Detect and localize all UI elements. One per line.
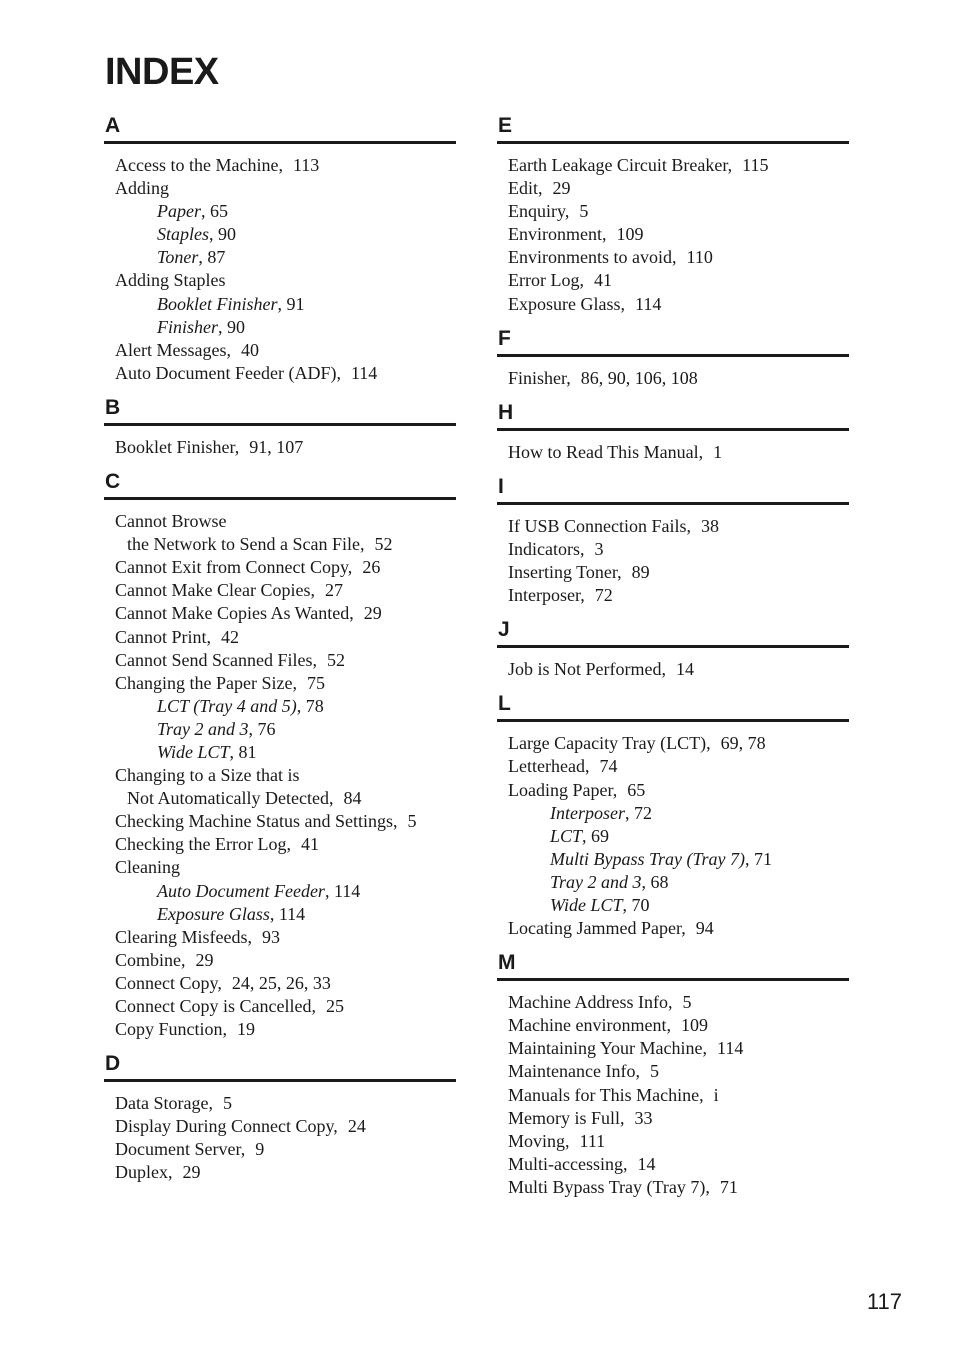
index-entry xyxy=(104,1018,456,1041)
index-entry xyxy=(104,154,456,177)
section-rule xyxy=(104,497,456,500)
entry-pages: , 91 xyxy=(277,293,305,314)
index-section-m xyxy=(497,949,849,1199)
entry-term: Finisher, xyxy=(508,367,571,388)
index-entry xyxy=(104,787,456,810)
entry-pages: , 68 xyxy=(641,871,669,892)
index-entry xyxy=(497,269,849,292)
entry-term: Cannot Print, xyxy=(115,626,212,647)
entry-term: Locating Jammed Paper, xyxy=(508,918,686,939)
index-entry xyxy=(497,441,849,464)
index-entry xyxy=(104,177,456,200)
entry-term: Memory is Full, xyxy=(508,1107,625,1128)
index-entry xyxy=(497,561,849,584)
index-column-left xyxy=(104,112,456,1194)
entry-pages: , 72 xyxy=(625,802,652,823)
index-entry xyxy=(104,1138,456,1161)
entry-pages: 5 xyxy=(222,1093,232,1114)
entry-pages: 52 xyxy=(326,649,345,670)
index-entry xyxy=(497,779,849,802)
entry-term: Changing the Paper Size, xyxy=(115,672,297,693)
index-entry xyxy=(497,755,849,778)
entry-pages: , 76 xyxy=(248,718,276,739)
entry-pages: 38 xyxy=(701,515,719,536)
index-entry xyxy=(497,1014,849,1037)
entry-term: Access to the Machine, xyxy=(115,155,283,175)
entry-pages: 29 xyxy=(195,949,214,970)
entry-term: Cannot Make Clear Copies, xyxy=(115,580,315,601)
entry-pages: 91, 107 xyxy=(249,436,304,457)
entry-term: Interposer, xyxy=(508,585,585,606)
index-entry xyxy=(497,177,849,200)
entry-pages: 29 xyxy=(363,603,382,624)
index-subentry xyxy=(104,200,456,223)
index-entry xyxy=(497,515,849,538)
entry-term: Combine, xyxy=(115,949,186,970)
section-rule xyxy=(104,141,456,144)
entry-term: Auto Document Feeder (ADF), xyxy=(115,362,341,383)
entry-term: Data Storage, xyxy=(115,1093,213,1114)
section-rule xyxy=(497,428,849,431)
entry-pages: 109 xyxy=(680,1015,708,1036)
entry-term: Display During Connect Copy, xyxy=(115,1116,338,1137)
entry-pages: 114 xyxy=(716,1038,744,1059)
index-entry xyxy=(104,672,456,695)
entry-term: Staples xyxy=(157,224,209,245)
entry-term: Maintaining Your Machine, xyxy=(508,1038,707,1059)
index-entry xyxy=(497,367,849,390)
entry-term: LCT (Tray 4 and 5) xyxy=(157,695,297,716)
entry-term: Cannot Exit from Connect Copy, xyxy=(115,557,353,578)
index-subentry xyxy=(104,880,456,903)
entry-pages: 52 xyxy=(374,534,393,555)
section-rule xyxy=(104,423,456,426)
entry-pages: , 87 xyxy=(198,247,226,268)
index-entry xyxy=(104,626,456,649)
entry-pages: 25 xyxy=(325,996,344,1016)
index-entry xyxy=(497,200,849,223)
index-section-c xyxy=(104,468,456,1041)
entry-term: Toner xyxy=(157,247,199,268)
entry-term: Duplex, xyxy=(115,1162,173,1183)
section-letter: L xyxy=(498,692,511,716)
entry-term: Copy Function, xyxy=(115,1019,228,1040)
entry-pages: 115 xyxy=(742,155,769,175)
entry-term: LCT xyxy=(550,825,583,846)
entry-pages: 5 xyxy=(579,201,589,222)
entry-term: Multi-accessing, xyxy=(508,1153,628,1174)
entry-pages: 3 xyxy=(594,538,604,559)
index-entry xyxy=(104,1115,456,1138)
entry-term: Changing to a Size that is xyxy=(115,765,300,786)
index-section-d xyxy=(104,1050,456,1184)
entry-pages: 109 xyxy=(616,224,644,245)
index-subentry xyxy=(104,903,456,926)
entry-term: Cannot Browse xyxy=(115,511,227,532)
section-letter: E xyxy=(498,114,513,137)
entry-term: Connect Copy is Cancelled, xyxy=(115,996,316,1016)
index-column-right xyxy=(497,112,849,1208)
entry-pages: 110 xyxy=(686,247,713,268)
index-entry xyxy=(104,926,456,949)
entry-pages: i xyxy=(713,1084,719,1105)
index-subentry xyxy=(104,293,456,316)
section-rule xyxy=(497,354,849,357)
entry-term: Wide LCT xyxy=(550,894,623,915)
entry-pages: 14 xyxy=(675,659,694,680)
section-letter: B xyxy=(105,395,121,419)
index-entry xyxy=(104,556,456,579)
section-letter: C xyxy=(105,470,121,494)
section-rule xyxy=(104,1079,456,1082)
index-entry xyxy=(497,584,849,607)
index-subentry xyxy=(104,718,456,741)
index-entry xyxy=(104,579,456,602)
entry-term: Environment, xyxy=(508,224,607,245)
entry-term: Finisher xyxy=(157,316,218,337)
index-entry xyxy=(497,1107,849,1130)
entry-pages: , 71 xyxy=(745,848,773,869)
index-entry xyxy=(104,649,456,672)
index-entry xyxy=(497,1176,849,1199)
entry-pages: 93 xyxy=(261,926,280,947)
index-subentry xyxy=(104,316,456,339)
entry-term: Checking Machine Status and Settings, xyxy=(115,811,398,832)
section-letter: D xyxy=(105,1052,121,1076)
index-section-b xyxy=(104,394,456,459)
entry-term: Clearing Misfeeds, xyxy=(115,926,252,947)
entry-term: Auto Document Feeder xyxy=(157,880,325,901)
entry-term: Exposure Glass xyxy=(157,903,270,924)
index-entry xyxy=(497,658,849,681)
entry-term: Cannot Send Scanned Files, xyxy=(115,649,317,670)
index-entry xyxy=(104,362,456,385)
index-entry xyxy=(104,995,456,1018)
index-entry xyxy=(497,732,849,755)
entry-term: Interposer xyxy=(550,802,625,823)
entry-pages: , 114 xyxy=(269,903,306,924)
entry-term: Paper xyxy=(157,201,201,222)
index-subentry xyxy=(497,894,849,917)
index-subentry xyxy=(497,825,849,848)
entry-pages: 72 xyxy=(594,585,613,606)
entry-pages: 94 xyxy=(695,918,714,939)
index-entry xyxy=(497,1060,849,1083)
entry-term: Enquiry, xyxy=(508,201,570,222)
entry-term: Booklet Finisher xyxy=(157,293,278,314)
entry-pages: 41 xyxy=(300,834,319,855)
entry-pages: 74 xyxy=(599,756,618,777)
entry-term: Multi Bypass Tray (Tray 7), xyxy=(508,1176,710,1197)
entry-term: Indicators, xyxy=(508,538,585,559)
entry-pages: 114 xyxy=(634,293,662,314)
entry-term: Not Automatically Detected, xyxy=(127,788,334,809)
index-entry xyxy=(104,533,456,556)
index-entry xyxy=(104,339,456,362)
entry-term: Large Capacity Tray (LCT), xyxy=(508,733,711,754)
entry-pages: 5 xyxy=(407,811,417,832)
entry-pages: 33 xyxy=(634,1107,653,1128)
entry-pages: 5 xyxy=(682,992,692,1013)
index-entry xyxy=(497,293,849,316)
entry-pages: 86, 90, 106, 108 xyxy=(580,367,698,388)
entry-term: If USB Connection Fails, xyxy=(508,515,691,536)
index-subentry xyxy=(104,223,456,246)
entry-pages: , 114 xyxy=(324,880,361,901)
page-number: 117 xyxy=(866,1289,902,1314)
entry-term: Moving, xyxy=(508,1130,570,1151)
section-rule xyxy=(497,719,849,722)
entry-pages: 19 xyxy=(237,1019,256,1040)
index-entry xyxy=(497,1153,849,1176)
section-letter: A xyxy=(105,114,121,137)
entry-term: Loading Paper, xyxy=(508,779,618,800)
entry-pages: 113 xyxy=(292,155,320,175)
index-entry xyxy=(497,1130,849,1153)
entry-pages: , 65 xyxy=(201,201,228,222)
index-subentry xyxy=(497,802,849,825)
entry-pages: , 78 xyxy=(296,695,324,716)
entry-pages: 111 xyxy=(579,1130,606,1151)
entry-term: Wide LCT xyxy=(157,741,230,762)
index-entry xyxy=(104,1092,456,1115)
entry-pages: 24, 25, 26, 33 xyxy=(231,972,331,993)
entry-term: Inserting Toner, xyxy=(508,562,622,583)
index-entry xyxy=(497,917,849,940)
entry-pages: 40 xyxy=(240,339,259,360)
entry-term: Error Log, xyxy=(508,270,584,291)
entry-term: Tray 2 and 3 xyxy=(550,871,642,892)
index-section-f xyxy=(497,325,849,390)
entry-pages: 69, 78 xyxy=(720,733,766,754)
section-letter: J xyxy=(498,618,510,642)
index-entry xyxy=(104,833,456,856)
entry-pages: 26 xyxy=(362,557,381,578)
entry-pages: 114 xyxy=(350,362,378,383)
entry-term: the Network to Send a Scan File, xyxy=(127,534,365,555)
index-entry xyxy=(104,269,456,292)
page-title: INDEX xyxy=(105,51,219,93)
entry-term: Environments to avoid, xyxy=(508,247,677,268)
entry-term: Connect Copy, xyxy=(115,972,222,993)
entry-pages: 14 xyxy=(637,1153,656,1174)
index-entry xyxy=(497,991,849,1014)
entry-pages: 65 xyxy=(627,779,646,800)
section-letter: H xyxy=(498,400,514,424)
entry-term: Job is Not Performed, xyxy=(508,659,666,680)
index-section-a xyxy=(104,112,456,385)
index-entry xyxy=(497,154,849,177)
index-entry xyxy=(104,436,456,459)
entry-term: Exposure Glass, xyxy=(508,293,625,314)
section-rule xyxy=(497,978,849,981)
index-subentry xyxy=(104,695,456,718)
section-letter: F xyxy=(498,326,511,350)
entry-term: Cannot Make Copies As Wanted, xyxy=(115,603,354,624)
entry-pages: 29 xyxy=(552,178,571,199)
entry-pages: 41 xyxy=(593,270,612,291)
entry-pages: 9 xyxy=(255,1139,265,1160)
index-entry xyxy=(497,1084,849,1107)
entry-term: Manuals for This Machine, xyxy=(508,1084,704,1105)
index-subentry xyxy=(104,741,456,764)
entry-pages: 29 xyxy=(182,1162,201,1183)
index-subentry xyxy=(497,848,849,871)
entry-term: Maintenance Info, xyxy=(508,1061,640,1082)
entry-pages: 89 xyxy=(631,562,650,583)
entry-pages: 27 xyxy=(324,580,343,601)
section-rule xyxy=(497,502,849,505)
entry-term: Multi Bypass Tray (Tray 7) xyxy=(550,848,746,869)
index-section-h xyxy=(497,399,849,464)
entry-term: Tray 2 and 3 xyxy=(157,718,249,739)
section-letter: M xyxy=(498,951,516,975)
index-entry xyxy=(104,856,456,879)
entry-term: Edit, xyxy=(508,178,543,199)
index-entry xyxy=(104,510,456,533)
entry-term: Earth Leakage Circuit Breaker, xyxy=(508,155,733,175)
index-entry xyxy=(104,1161,456,1184)
entry-pages: , 90 xyxy=(209,224,236,245)
entry-pages: 75 xyxy=(306,672,325,693)
section-letter: I xyxy=(498,474,504,498)
section-rule xyxy=(497,141,849,144)
entry-term: Alert Messages, xyxy=(115,339,231,360)
entry-term: Machine Address Info, xyxy=(508,992,673,1013)
entry-pages: , 90 xyxy=(218,316,245,337)
index-subentry xyxy=(104,246,456,269)
index-section-e xyxy=(497,112,849,316)
index-subentry xyxy=(497,871,849,894)
entry-term: Checking the Error Log, xyxy=(115,834,291,855)
index-entry xyxy=(104,764,456,787)
index-entry xyxy=(104,972,456,995)
entry-pages: , 81 xyxy=(229,741,257,762)
entry-term: Letterhead, xyxy=(508,756,590,777)
entry-term: Adding xyxy=(115,178,169,199)
entry-term: Document Server, xyxy=(115,1139,246,1160)
entry-term: Adding Staples xyxy=(115,270,226,291)
index-entry xyxy=(104,810,456,833)
entry-pages: 5 xyxy=(649,1061,659,1082)
entry-pages: 84 xyxy=(343,788,362,809)
index-entry xyxy=(497,538,849,561)
entry-term: Booklet Finisher, xyxy=(115,436,240,457)
entry-pages: 24 xyxy=(347,1116,366,1137)
index-entry xyxy=(497,246,849,269)
entry-pages: , 69 xyxy=(582,825,610,846)
index-entry xyxy=(497,1037,849,1060)
entry-term: Cleaning xyxy=(115,857,180,878)
index-section-j xyxy=(497,616,849,681)
entry-pages: , 70 xyxy=(622,894,650,915)
entry-pages: 1 xyxy=(713,441,723,462)
index-entry xyxy=(497,223,849,246)
entry-pages: 42 xyxy=(221,626,240,647)
section-rule xyxy=(497,645,849,648)
entry-pages: 71 xyxy=(719,1176,738,1197)
index-entry xyxy=(104,602,456,625)
index-section-l xyxy=(497,690,849,940)
index-entry xyxy=(104,949,456,972)
entry-term: How to Read This Manual, xyxy=(508,441,704,462)
index-section-i xyxy=(497,473,849,607)
entry-term: Machine environment, xyxy=(508,1015,671,1036)
